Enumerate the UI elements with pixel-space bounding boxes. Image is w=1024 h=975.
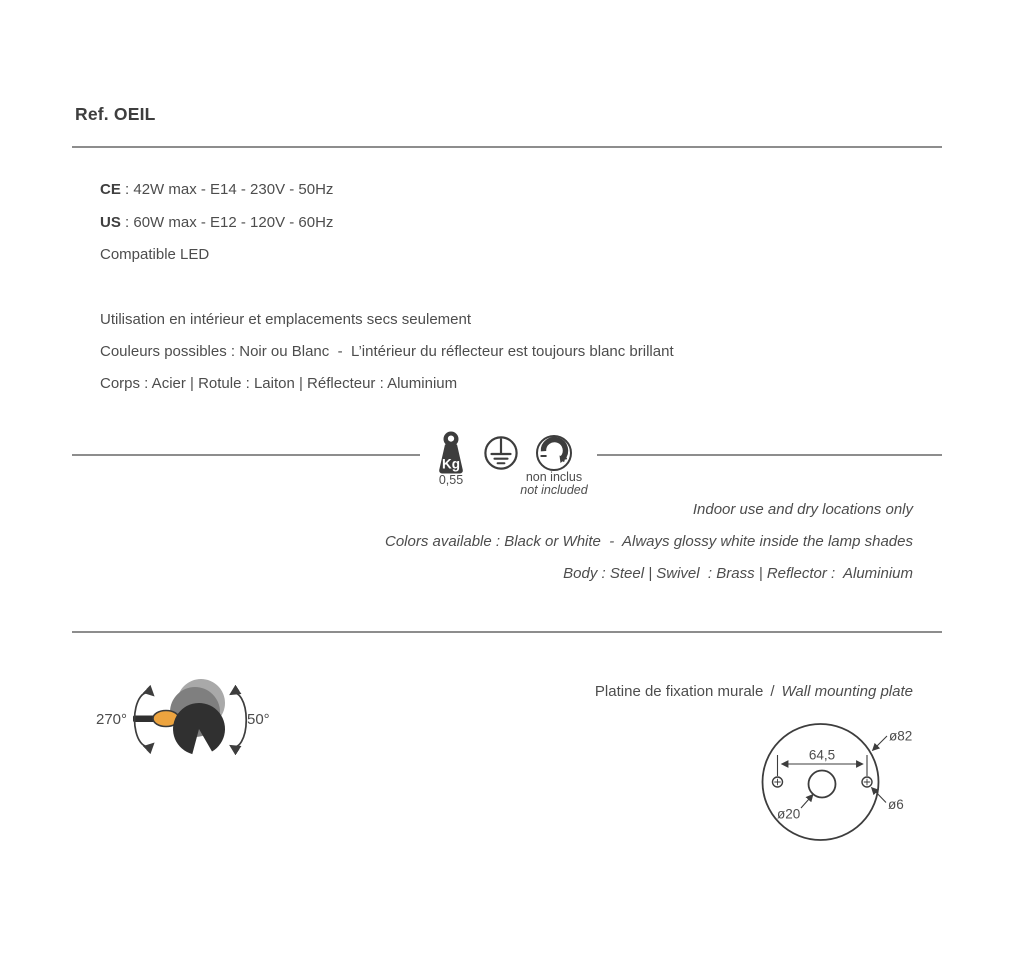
fr-colors-text: Couleurs possibles : Noir ou Blanc - L’intérieur du réflecteur est toujours blanc brillant <box>100 343 674 360</box>
hole-spacing-label: 64,5 <box>808 747 836 763</box>
tilt-50-arrow <box>231 693 246 747</box>
fr-usage-text: Utilisation en intérieur et emplacements secs seulement <box>100 311 472 328</box>
dimmer-icon <box>535 434 573 472</box>
mounting-plate-caption <box>595 683 913 700</box>
fr-materials-text: Corps : Acier | Rotule : Laiton | Réflecteur : Aluminium <box>100 375 458 392</box>
dimmer-note-fr: non inclus <box>525 470 583 484</box>
spec-us <box>100 214 333 231</box>
divider-mid-left <box>72 454 420 456</box>
outer-diameter-label: ø82 <box>889 728 913 744</box>
en-usage-text: Indoor use and dry locations only <box>692 501 913 518</box>
en-materials-text: Body : Steel | Swivel : Brass | Reflector : Aluminium <box>563 565 913 582</box>
mounting-plate-caption-en: Wall mounting plate <box>781 683 913 700</box>
en-colors-text: Colors available : Black or White - Always glossy white inside the lamp shades <box>384 533 913 550</box>
spec-led: Compatible LED <box>100 246 210 263</box>
spec-ce <box>100 181 333 198</box>
divider-top <box>72 146 942 148</box>
weight-unit-label: Kg <box>442 456 460 472</box>
page-title: Ref. OEIL <box>75 104 156 124</box>
screw-hole-right-crosshair <box>864 779 870 785</box>
caption-separator: / <box>770 683 775 700</box>
tilt-angle-label: 50° <box>247 711 270 728</box>
spec-us-label: US <box>100 214 121 231</box>
mounting-plate-drawing <box>750 710 960 850</box>
outer-diameter-leader-arrow <box>873 736 888 751</box>
swivel-rotation-diagram <box>80 665 290 775</box>
divider-mid-right <box>597 454 942 456</box>
center-hole-diameter-label: ø20 <box>777 806 801 822</box>
mounting-plate-caption-fr: Platine de fixation murale <box>594 683 764 700</box>
screw-hole-left-crosshair <box>774 779 780 785</box>
weight-value: 0,55 <box>438 473 464 487</box>
screw-hole-diameter-label: ø6 <box>888 797 904 812</box>
spec-us-value: : 60W max - E12 - 120V - 60Hz <box>120 214 334 231</box>
spec-ce-value: : 42W max - E14 - 230V - 50Hz <box>120 181 334 198</box>
plate-center-hole <box>809 771 836 798</box>
spec-ce-label: CE <box>100 181 121 198</box>
center-hole-leader-arrow <box>801 795 813 809</box>
earth-ground-icon-strokes <box>485 437 516 468</box>
dimmer-note-en: not included <box>520 483 588 497</box>
weight-icon <box>436 431 466 474</box>
divider-bottom <box>72 631 942 633</box>
earth-ground-icon <box>484 436 518 470</box>
rotation-angle-label: 270° <box>96 711 128 728</box>
dimmer-icon-knob-arc <box>543 440 565 458</box>
weight-icon-handle-hole <box>448 436 454 442</box>
lampshade-front-position <box>173 703 225 754</box>
